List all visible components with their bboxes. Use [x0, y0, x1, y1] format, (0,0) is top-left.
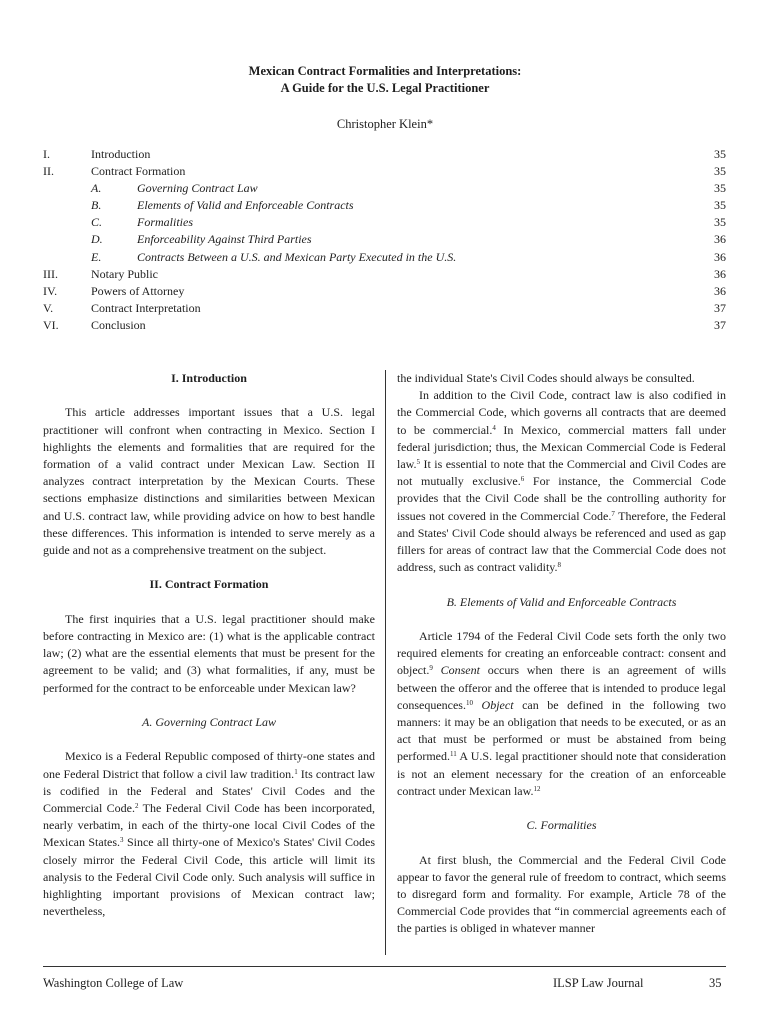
paragraph-text: Its contract law is codified in the Federal and States' Civil Codes and the Commercial Code.: [43, 766, 376, 815]
body-paragraph: [43, 611, 375, 697]
toc-entry-page: 35: [714, 147, 726, 161]
toc-entry-label: Conclusion: [91, 317, 146, 332]
toc-entry-number: C.: [91, 215, 103, 230]
table-of-contents: [43, 146, 726, 334]
paragraph-text: Mexico is a Federal Republic composed of thirty-one states and one Federal District that follow a civil law tradition.: [43, 749, 375, 781]
toc-entry-label: Powers of Attorney: [91, 283, 185, 298]
toc-entry: [43, 266, 726, 283]
footer-rule: [43, 966, 726, 967]
body-paragraph: [43, 748, 375, 920]
paragraph-spacing: [43, 594, 375, 611]
toc-entry: [43, 197, 726, 214]
toc-entry: [43, 231, 726, 248]
toc-entry-page: 35: [714, 215, 726, 230]
toc-entry-page: 35: [714, 198, 726, 213]
body-paragraph: [397, 370, 726, 387]
paragraph-text: In addition to the Civil Code, contract law is also codified in the Commercial Code, which governs all contracts that are deemed to be commercial.: [397, 388, 726, 437]
toc-entry-number: IV.: [43, 283, 58, 298]
emphasized-term: Consent: [440, 663, 480, 678]
toc-entry-label: Elements of Valid and Enforceable Contracts: [137, 198, 354, 213]
body-paragraph: [397, 387, 726, 576]
toc-entry-page: 37: [714, 300, 726, 315]
footer-page-number: 35: [709, 976, 722, 990]
toc-entry-page: 35: [714, 181, 726, 196]
toc-entry: [43, 163, 726, 180]
paragraph-spacing: [397, 834, 726, 851]
body-paragraph: [397, 628, 726, 800]
paragraph-text: the individual State's Civil Codes should always be consulted.: [397, 371, 695, 385]
paragraph-spacing: [397, 576, 726, 593]
toc-entry-label: Introduction: [91, 147, 151, 161]
toc-entry-page: 36: [714, 232, 726, 247]
column-divider: [385, 370, 386, 955]
body-paragraph: [397, 852, 726, 938]
paragraph-text: The first inquiries that a U.S. legal practitioner should make before contracting in Mexico are: (1) what is the applicable contract law; (2) what are the essential elements that must be present for the agreement to be valid; and (3) what formalities, if any, must be performed for the contract to be enforceable under Mexican law?: [43, 611, 375, 695]
footnote-marker: 9: [429, 664, 433, 673]
section-heading: II. Contract Formation: [149, 577, 269, 592]
footnote-marker: 7: [611, 509, 615, 518]
footnote-marker: 5: [416, 458, 421, 467]
toc-entry-label: Enforceability Against Third Parties: [137, 232, 312, 247]
body-paragraph: [43, 404, 375, 559]
toc-entry-number: D.: [91, 232, 103, 247]
toc-entry-label: Formalities: [137, 215, 193, 230]
paragraph-text: At first blush, the Commercial and the Federal Civil Code appear to favor the general rule of freedom to contract, which seems to disregard form and formality. For example, Article 78 of the Commercial Code provides that “in commercial agreements each of the parties is obliged in whatever manner: [397, 852, 726, 936]
footnote-marker: 11: [449, 750, 457, 759]
paragraph-spacing: [43, 559, 375, 576]
toc-entry-page: 36: [714, 266, 726, 281]
footer-journal-name: ILSP Law Journal: [553, 976, 644, 990]
toc-entry-label: Contract Formation: [91, 164, 186, 179]
subsection-heading: C. Formalities: [526, 818, 597, 833]
subsection-heading: A. Governing Contract Law: [142, 715, 276, 729]
toc-entry-number: E.: [91, 249, 102, 264]
toc-entry-number: VI.: [43, 317, 59, 332]
article-title-line-2: A Guide for the U.S. Legal Practitioner: [280, 81, 490, 95]
toc-entry-page: 37: [714, 317, 726, 332]
toc-entry-number: B.: [91, 198, 102, 213]
footnote-marker: 10: [465, 698, 473, 707]
paragraph-text: can be defined in the following two manners: it may be an obligation that needs to be executed, or as an act that must be performed or must be abstained from being performed.: [397, 697, 727, 764]
left-column: [43, 370, 375, 920]
toc-entry-label: Governing Contract Law: [137, 181, 258, 196]
toc-entry-number: V.: [43, 300, 54, 315]
section-heading: I. Introduction: [171, 371, 247, 385]
toc-entry: [43, 180, 726, 197]
footnote-marker: 4: [492, 423, 496, 432]
paragraph-spacing: [43, 731, 375, 748]
paragraph-spacing: [397, 800, 726, 817]
paragraph-text: In Mexico, commercial matters fall under federal jurisdiction; thus, the Mexican Commercial Code is Federal law.: [397, 422, 727, 472]
paragraph-text: It is essential to note that the Commercial and Civil Codes are not mutually exclusive.: [397, 457, 726, 489]
toc-entry: [43, 249, 726, 266]
footnote-marker: 6: [520, 475, 525, 484]
toc-entry-label: Contracts Between a U.S. and Mexican Party Executed in the U.S.: [137, 249, 457, 264]
paragraph-text: Article 1794 of the Federal Civil Code sets forth the only two required elements for creating an enforceable contract: consent and object.: [397, 629, 726, 678]
toc-entry-label: Contract Interpretation: [91, 300, 201, 315]
footnote-marker: 8: [557, 561, 562, 570]
author-name: Christopher Klein*: [336, 117, 434, 131]
toc-entry-number: I.: [43, 147, 50, 161]
paragraph-spacing: [397, 611, 726, 628]
footnote-marker: 1: [294, 767, 298, 776]
toc-entry-number: II.: [43, 164, 54, 179]
paragraph-text: This article addresses important issues that a U.S. legal practitioner will confront when contracting in Mexico. Section I highlights the elements and formalities that are required for the formation of a valid contract under Mexican Law. Section II analyzes contract interpretation by the Mexican Courts. These sections emphasize distinctions and similarities between Mexican and U.S. contract law, while providing advice on how to best handle these differences. This information is intended to serve merely as a guide and not as a comprehensive treatment on the subject.: [43, 405, 375, 558]
emphasized-term: Object: [481, 697, 514, 712]
toc-entry-number: A.: [91, 181, 102, 196]
toc-entry-page: 35: [714, 164, 726, 179]
footnote-marker: 2: [135, 802, 139, 810]
toc-entry-page: 36: [714, 283, 726, 298]
toc-entry-number: III.: [43, 266, 58, 281]
paragraph-text: Since all thirty-one of Mexico's States' Civil Codes closely mirror the Federal Civil Code, this article will limit its analysis to the Federal Civil Code only. Such analysis will suffice in highlighting important provisions of Mexican contract law; nevertheless,: [43, 835, 375, 919]
paragraph-spacing: [43, 697, 375, 714]
toc-entry: [43, 317, 726, 334]
toc-entry: [43, 300, 726, 317]
paragraph-text: occurs when there is an agreement of wills between the offeror and the offeree that is intended to produce legal consequences.: [397, 663, 726, 712]
toc-entry-label: Notary Public: [91, 266, 158, 281]
paragraph-text: [473, 698, 482, 712]
right-column: [397, 370, 726, 938]
toc-entry: [43, 283, 726, 300]
toc-entry-page: 36: [714, 249, 726, 264]
paragraph-text: A U.S. legal practitioner should note that consideration is not an element necessary for the creation of an enforceable contract under Mexican law.: [397, 749, 726, 798]
footnote-marker: 3: [120, 836, 124, 845]
subsection-heading: B. Elements of Valid and Enforceable Contracts: [446, 594, 677, 609]
toc-entry: [43, 146, 726, 163]
paragraph-text: Therefore, the Federal and States' Civil Code should always be referenced and used as gap fillers for areas of contract law that the Commercial Code does not address, such as contract validity.: [397, 508, 726, 575]
footnote-marker: 12: [533, 784, 541, 793]
paragraph-spacing: [43, 387, 375, 404]
paragraph-text: The Federal Civil Code has been incorporated, nearly verbatim, in each of the thirty-one local Civil Codes of the Mexican States.: [43, 801, 375, 850]
toc-entry: [43, 214, 726, 231]
article-title-line-1: Mexican Contract Formalities and Interpretations:: [248, 64, 522, 78]
footer-institution: Washington College of Law: [43, 976, 184, 990]
paragraph-text: [433, 663, 441, 677]
paragraph-text: For instance, the Commercial Code provides that the Civil Code shall be the controlling authority for issues not covered in the Commercial Code.: [397, 474, 727, 523]
